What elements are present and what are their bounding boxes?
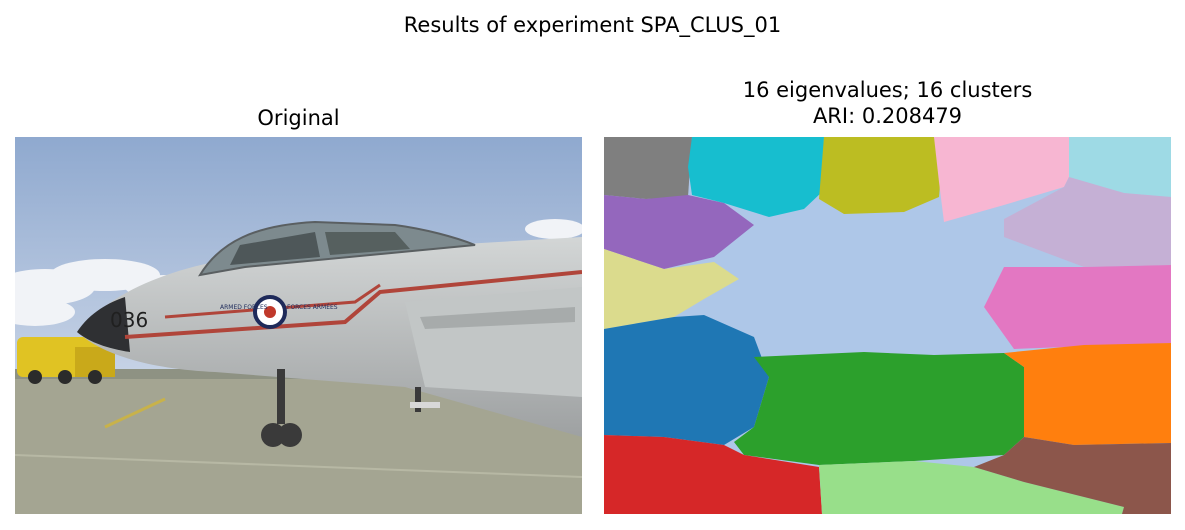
original-image [15, 137, 582, 514]
clustering-panel-title [604, 77, 1171, 129]
clustering-title-line2: ARI: 0.208479 [812, 104, 963, 128]
figure-suptitle: Results of experiment SPA_CLUS_01 [403, 13, 782, 37]
roundel-icon [255, 297, 285, 327]
cluster-blue [604, 315, 769, 445]
marking-forces-armees: FORCES ARMÉES [287, 304, 338, 311]
marking-armed-forces: ARMED FORCES [220, 304, 268, 311]
cluster-olive [819, 137, 942, 214]
cluster-gray [604, 137, 692, 199]
original-image-panel [15, 137, 582, 514]
cluster-image [604, 137, 1171, 514]
cluster-image-panel [604, 137, 1171, 514]
tail-number: 036 [110, 308, 149, 332]
cluster-orange [1004, 343, 1171, 445]
cluster-green [734, 352, 1024, 465]
cluster-orchid [984, 265, 1171, 349]
original-panel-title: Original [257, 106, 340, 130]
clustering-title-line1: 16 eigenvalues; 16 clusters [742, 78, 1033, 102]
